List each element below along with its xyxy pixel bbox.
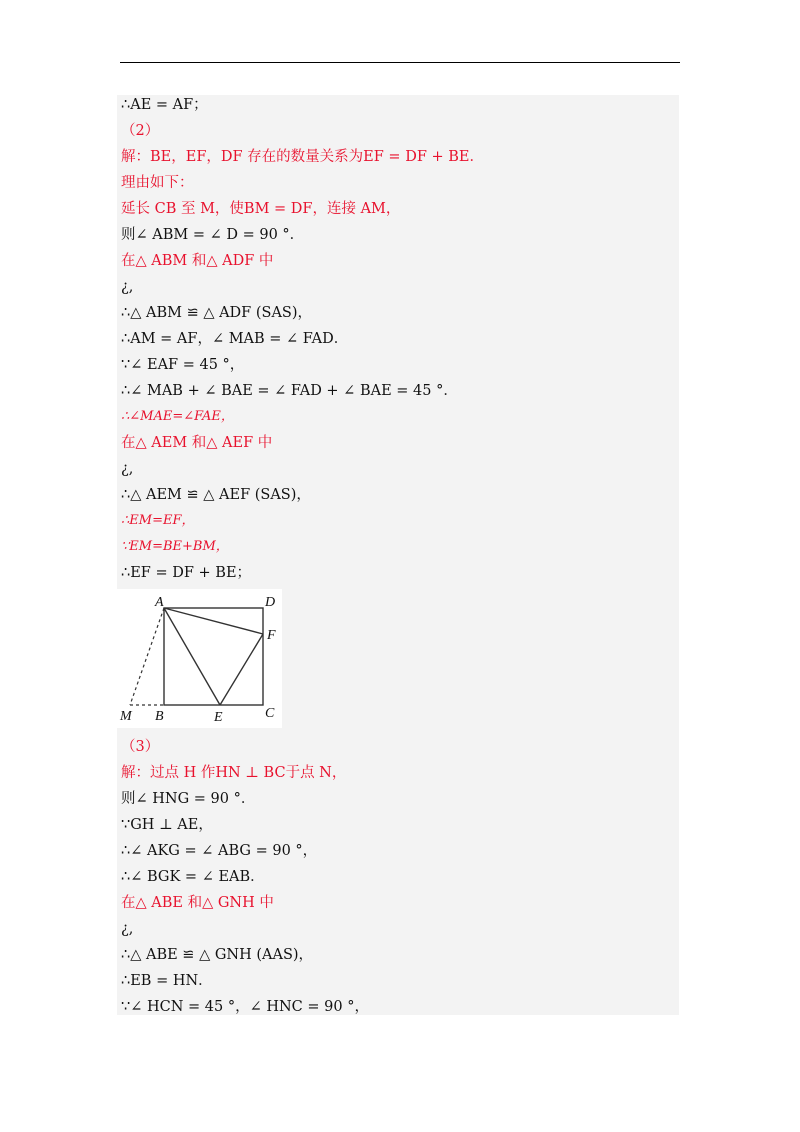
header-rule — [120, 62, 680, 63]
text-line: ∴△ AEM ≌ △ AEF (SAS)， — [121, 487, 311, 503]
text-line: 理由如下： — [121, 175, 194, 191]
text-line: 则∠ ABM = ∠ D = 90 °． — [121, 227, 305, 243]
label-m: M — [120, 709, 132, 724]
text-line: ∴△ ABM ≌ △ ADF (SAS)， — [121, 305, 313, 321]
text-line: 则∠ HNG = 90 °． — [121, 791, 256, 807]
text-line: ¿, — [121, 921, 134, 937]
text-line: ∵GH ⊥ AE， — [121, 817, 213, 833]
text-line: 在△ ABE 和△ GNH 中 — [121, 895, 274, 911]
text-line: ∴∠ AKG = ∠ ABG = 90 °， — [121, 843, 318, 859]
label-a: A — [155, 595, 164, 610]
text-line: ∵∠ HCN = 45 °，∠ HNC = 90 °， — [121, 999, 369, 1015]
label-e: E — [214, 710, 223, 725]
text-line: ∴∠ BGK = ∠ EAB． — [121, 869, 265, 885]
label-b: B — [155, 709, 164, 724]
text-line: 在△ AEM 和△ AEF 中 — [121, 435, 273, 451]
part-heading: （2） — [121, 123, 160, 139]
geometry-figure — [117, 589, 282, 728]
text-line: ¿, — [121, 461, 134, 477]
label-d: D — [265, 595, 276, 610]
text-line: ∴AM = AF，∠ MAB = ∠ FAD． — [121, 331, 349, 347]
text-line: ∴EF = DF + BE； — [121, 565, 252, 581]
label-f: F — [267, 628, 276, 643]
text-line: ∴△ ABE ≌ △ GNH (AAS)， — [121, 947, 314, 963]
text-line: ∴AE = AF； — [121, 97, 208, 113]
segment-af — [164, 608, 263, 634]
text-line: ∴∠MAE=∠FAE， — [121, 409, 234, 424]
text-line: ¿, — [121, 279, 134, 295]
text-line: ∴EB = HN． — [121, 973, 213, 989]
text-line: 延长 CB 至 M，使BM = DF，连接 AM， — [121, 201, 401, 217]
label-c: C — [265, 706, 275, 721]
text-line: ∴∠ MAB + ∠ BAE = ∠ FAD + ∠ BAE = 45 °． — [121, 383, 458, 399]
square-abcd — [164, 608, 263, 705]
text-line: 解：过点 H 作HN ⊥ BC于点 N， — [121, 765, 347, 781]
text-line: 在△ ABM 和△ ADF 中 — [121, 253, 274, 269]
geometry-diagram — [117, 589, 282, 728]
text-line: ∵∠ EAF = 45 °， — [121, 357, 245, 373]
segment-ae — [164, 608, 220, 705]
text-line: 解：BE，EF，DF 存在的数量关系为EF = DF + BE． — [121, 149, 484, 165]
segment-ef — [220, 634, 263, 705]
part-heading: （3） — [121, 739, 160, 755]
text-line: ∴EM=EF， — [121, 513, 195, 528]
text-line: ∵EM=BE+BM， — [121, 539, 229, 554]
segment-am — [130, 608, 164, 705]
